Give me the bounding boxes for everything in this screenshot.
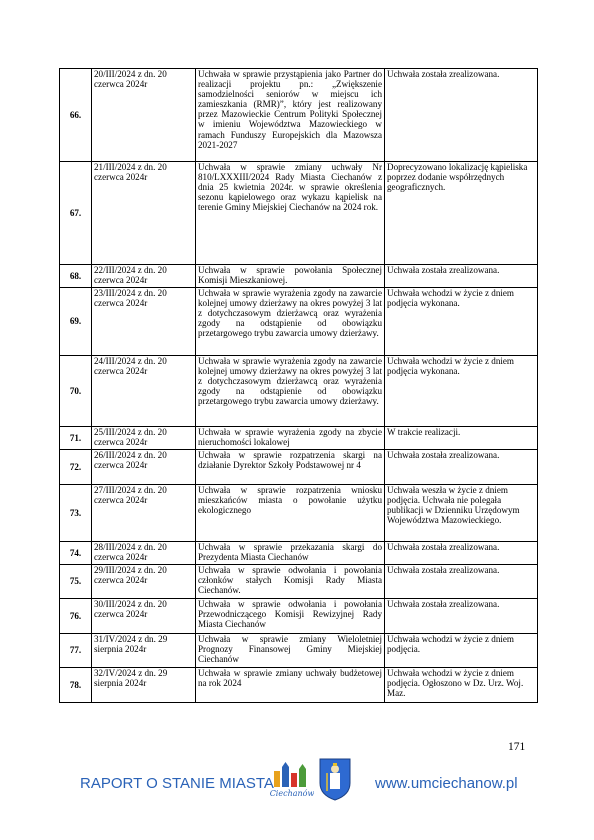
resolution-date: 26/III/2024 z dn. 20 czerwca 2024r [92, 450, 196, 485]
resolution-status: Uchwała została zrealizowana. [385, 265, 538, 288]
table-row [60, 668, 538, 703]
table-row [60, 565, 538, 599]
row-number: 69. [60, 288, 92, 356]
resolution-status: Uchwała wchodzi w życie z dniem podjęcia. Ogłoszono w Dz. Urz. Woj. Maz. [385, 668, 538, 703]
row-number: 68. [60, 265, 92, 288]
footer [0, 755, 594, 810]
table-row [60, 450, 538, 485]
table-row [60, 288, 538, 356]
resolution-date: 29/III/2024 z dn. 20 czerwca 2024r [92, 565, 196, 599]
row-number: 73. [60, 485, 92, 542]
table-row [60, 427, 538, 450]
page-number: 171 [508, 741, 526, 753]
resolution-subject: Uchwała w sprawie zmiany uchwały Nr 810/LXXXIII/2024 Rady Miasta Ciechanów z dnia 25 kwietnia 2024r. w sprawie określenia sezonu kąpielowego oraz wykazu kąpielisk na terenie Gminy Miejskiej Ciechanów na 2024 rok. [196, 162, 385, 265]
row-number: 78. [60, 668, 92, 703]
row-number: 75. [60, 565, 92, 599]
resolution-status: Uchwała została zrealizowana. [385, 542, 538, 565]
resolution-subject: Uchwała w sprawie odwołania i powołania członków stałych Komisji Rady Miasta Ciechanów. [196, 565, 385, 599]
website-url: www.umciechanow.pl [375, 775, 518, 792]
resolution-date: 21/III/2024 z dn. 20 czerwca 2024r [92, 162, 196, 265]
resolution-subject: Uchwała w sprawie odwołania i powołania Przewodniczącego Komisji Rewizyjnej Rady Miasta Ciechanów [196, 599, 385, 634]
resolution-date: 25/III/2024 z dn. 20 czerwca 2024r [92, 427, 196, 450]
row-number: 67. [60, 162, 92, 265]
report-title: RAPORT O STANIE MIASTA [80, 775, 274, 792]
resolution-status: Uchwała została zrealizowana. [385, 599, 538, 634]
row-number: 74. [60, 542, 92, 565]
resolution-status: Uchwała wchodzi w życie z dniem podjęcia. [385, 634, 538, 668]
resolution-date: 32/IV/2024 z dn. 29 sierpnia 2024r [92, 668, 196, 703]
resolution-subject: Uchwała w sprawie zmiany uchwały budżetowej na rok 2024 [196, 668, 385, 703]
coat-of-arms-icon [318, 757, 352, 801]
resolutions-table-body [60, 69, 538, 703]
resolution-subject: Uchwała w sprawie wyrażenia zgody na zawarcie kolejnej umowy dzierżawy na okres powyżej 3 lat z dotychczasowym dzierżawcą oraz wyrażenia zgody na odstąpienie od obowiązku przetargowego trybu zawarcia umowy dzierżawy. [196, 356, 385, 427]
resolution-date: 30/III/2024 z dn. 20 czerwca 2024r [92, 599, 196, 634]
resolution-date: 20/III/2024 z dn. 20 czerwca 2024r [92, 69, 196, 162]
resolution-subject: Uchwała w sprawie wyrażenia zgody na zawarcie kolejnej umowy dzierżawy na okres powyżej 3 lat z dotychczasowym dzierżawcą oraz wyrażenia zgody na odstąpienie od obowiązku przetargowego trybu zawarcia umowy dzierżawy. [196, 288, 385, 356]
resolution-date: 31/IV/2024 z dn. 29 sierpnia 2024r [92, 634, 196, 668]
resolution-status: Uchwała została zrealizowana. [385, 450, 538, 485]
resolution-date: 27/III/2024 z dn. 20 czerwca 2024r [92, 485, 196, 542]
resolution-subject: Uchwała w sprawie rozpatrzenia wniosku mieszkańców miasta o powołanie użytku ekologicznego [196, 485, 385, 542]
resolution-status: Uchwała została zrealizowana. [385, 565, 538, 599]
resolution-status: Uchwała została zrealizowana. [385, 69, 538, 162]
resolution-date: 24/III/2024 z dn. 20 czerwca 2024r [92, 356, 196, 427]
table-row [60, 634, 538, 668]
resolution-status: Uchwała wchodzi w życie z dniem podjęcia wykonana. [385, 288, 538, 356]
resolution-status: Uchwała weszła w życie z dniem podjęcia. Uchwała nie polegała publikacji w Dzienniku Urzędowym Województwa Mazowieckiego. [385, 485, 538, 542]
resolutions-table [59, 68, 538, 703]
table-row [60, 69, 538, 162]
table-row [60, 356, 538, 427]
row-number: 72. [60, 450, 92, 485]
resolution-subject: Uchwała w sprawie wyrażenia zgody na zbycie nieruchomości lokalowej [196, 427, 385, 450]
resolution-subject: Uchwała w sprawie przekazania skargi do Prezydenta Miasta Ciechanów [196, 542, 385, 565]
resolution-status: Doprecyzowano lokalizację kąpieliska poprzez dodanie współrzędnych geograficznych. [385, 162, 538, 265]
resolution-subject: Uchwała w sprawie zmiany Wieloletniej Prognozy Finansowej Gminy Miejskiej Ciechanów [196, 634, 385, 668]
city-logo-text: Ciechanów [270, 789, 314, 798]
row-number: 77. [60, 634, 92, 668]
resolution-subject: Uchwała w sprawie powołania Społecznej Komisji Mieszkaniowej. [196, 265, 385, 288]
table-row [60, 265, 538, 288]
city-logo-icon [270, 761, 314, 799]
table-row [60, 485, 538, 542]
resolution-status: W trakcie realizacji. [385, 427, 538, 450]
row-number: 71. [60, 427, 92, 450]
table-row [60, 599, 538, 634]
table-row [60, 162, 538, 265]
table-row [60, 542, 538, 565]
resolution-date: 28/III/2024 z dn. 20 czerwca 2024r [92, 542, 196, 565]
resolution-date: 23/III/2024 z dn. 20 czerwca 2024r [92, 288, 196, 356]
row-number: 66. [60, 69, 92, 162]
row-number: 76. [60, 599, 92, 634]
row-number: 70. [60, 356, 92, 427]
resolution-subject: Uchwała w sprawie przystąpienia jako Partner do realizacji projektu pn.: „Zwiększenie samodzielności seniorów w miejscu ich zamieszkania (RMR)”, który jest realizowany przez Mazowieckie Centrum Polityki Społecznej w imieniu Województwa Mazowieckiego w ramach Funduszy Europejskich dla Mazowsza 2021-2027 [196, 69, 385, 162]
resolution-date: 22/III/2024 z dn. 20 czerwca 2024r [92, 265, 196, 288]
resolution-status: Uchwała wchodzi w życie z dniem podjęcia wykonana. [385, 356, 538, 427]
resolution-subject: Uchwała w sprawie rozpatrzenia skargi na działanie Dyrektor Szkoły Podstawowej nr 4 [196, 450, 385, 485]
